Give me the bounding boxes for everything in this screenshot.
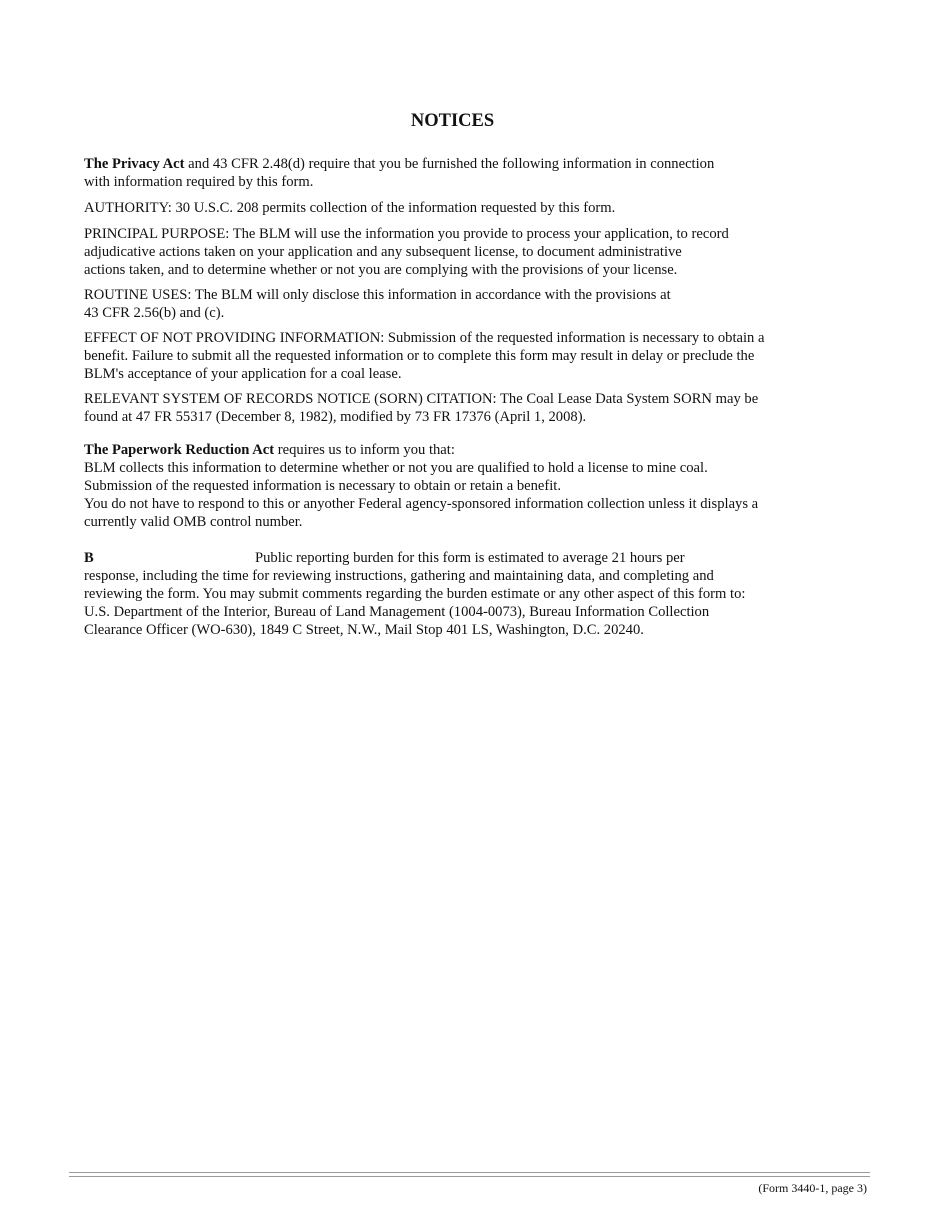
privacy-act-line-2: with information required by this form. [84,174,314,190]
privacy-act-heading: The Privacy Act [84,156,185,172]
paperwork-act-line-5: currently valid OMB control number. [84,514,303,530]
authority-paragraph: AUTHORITY: 30 U.S.C. 208 permits collection of the information requested by this form. [84,200,616,216]
burden-line-1: Public reporting burden for this form is estimated to average 21 hours per [255,550,685,566]
page-title: NOTICES [410,111,495,131]
paperwork-act-heading: The Paperwork Reduction Act [84,442,275,458]
paperwork-act-line-2: BLM collects this information to determine whether or not you are qualified to hold a license to mine coal. [84,460,708,476]
paperwork-act-text: requires us to inform you that: [274,442,455,458]
effect-line-2: benefit. Failure to submit all the requested information or to complete this form may result in delay or preclude the [84,348,755,364]
burden-heading [84,549,94,567]
principal-purpose-line-2: adjudicative actions taken on your application and any subsequent license, to document administrative [84,244,682,260]
burden-line-5: Clearance Officer (WO-630), 1849 C Street, N.W., Mail Stop 401 LS, Washington, D.C. 20240. [84,622,644,638]
footer-rule-bottom [69,1176,870,1177]
form-page-label: (Form 3440-1, page 3) [758,1181,867,1195]
sorn-line-2: found at 47 FR 55317 (December 8, 1982), modified by 73 FR 17376 (April 1, 2008). [84,409,587,425]
routine-uses-line-2: 43 CFR 2.56(b) and (c). [84,305,225,321]
burden-line-4: U.S. Department of the Interior, Bureau of Land Management (1004-0073), Bureau Information Collection [84,604,710,620]
paperwork-act-line-1 [84,441,455,459]
sorn-line-1: RELEVANT SYSTEM OF RECORDS NOTICE (SORN) CITATION: The Coal Lease Data System SORN may be [84,391,759,407]
routine-uses-line-1: ROUTINE USES: The BLM will only disclose this information in accordance with the provisions at [84,287,671,303]
principal-purpose-line-1: PRINCIPAL PURPOSE: The BLM will use the information you provide to process your application, to record [84,226,729,242]
effect-line-1: EFFECT OF NOT PROVIDING INFORMATION: Submission of the requested information is necessary to obtain a [84,330,765,346]
footer-rule-top [69,1172,870,1173]
paperwork-act-line-3: Submission of the requested information is necessary to obtain or retain a benefit. [84,478,562,494]
paperwork-act-line-4: You do not have to respond to this or anyother Federal agency-sponsored information collection unless it displays a [84,496,759,512]
burden-line-2: response, including the time for reviewing instructions, gathering and maintaining data, and completing and [84,568,714,584]
privacy-act-line-1 [84,155,714,173]
principal-purpose-line-3: actions taken, and to determine whether or not you are complying with the provisions of your license. [84,262,678,278]
burden-heading-letter: B [84,550,94,566]
effect-line-3: BLM's acceptance of your application for a coal lease. [84,366,402,382]
privacy-act-text: and 43 CFR 2.48(d) require that you be furnished the following information in connection [184,156,715,172]
burden-line-3: reviewing the form. You may submit comments regarding the burden estimate or any other aspect of this form to: [84,586,746,602]
